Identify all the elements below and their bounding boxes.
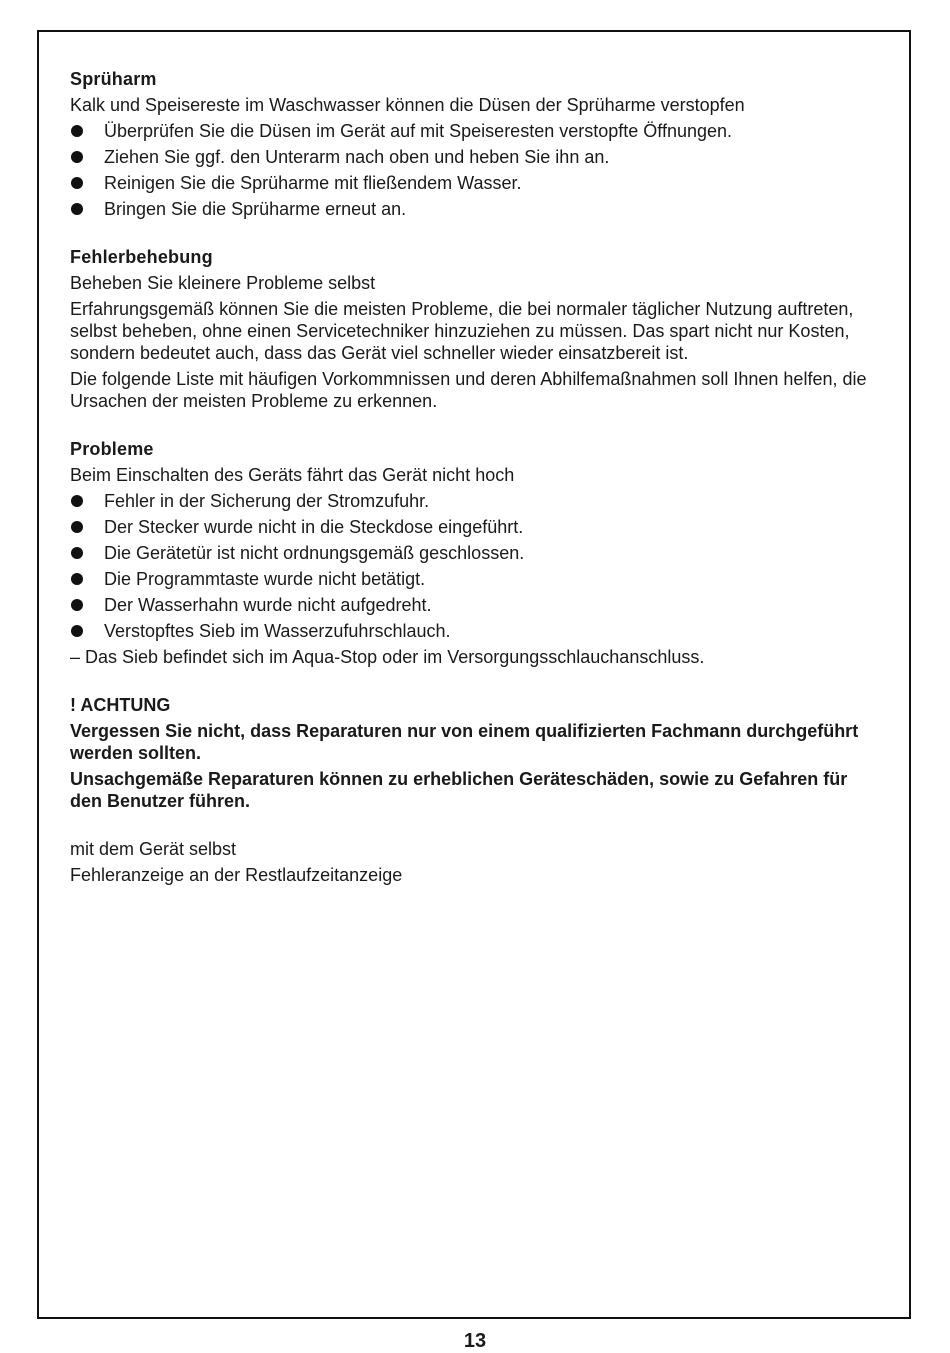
section-footer-lines xyxy=(70,838,880,886)
section-heading: Fehlerbehebung xyxy=(70,247,213,267)
list-item: Ziehen Sie ggf. den Unterarm nach oben und heben Sie ihn an. xyxy=(70,146,880,168)
warning-text: Vergessen Sie nicht, dass Reparaturen nur von einem qualifizierten Fachmann durchgeführt werden sollten. xyxy=(70,721,859,763)
list-item: Die Gerätetür ist nicht ordnungsgemäß geschlossen. xyxy=(70,542,880,564)
list-item: Der Stecker wurde nicht in die Steckdose eingeführt. xyxy=(70,516,880,538)
bullet-icon xyxy=(71,151,83,163)
section-subheading: Beheben Sie kleinere Probleme selbst xyxy=(70,273,376,293)
bullet-icon xyxy=(71,125,83,137)
bullet-icon xyxy=(71,547,83,559)
section-subheading: Beim Einschalten des Geräts fährt das Gerät nicht hoch xyxy=(70,465,515,485)
section-warning xyxy=(70,694,880,812)
section-problems xyxy=(70,438,880,668)
warning-title: ! ACHTUNG xyxy=(70,695,171,715)
section-heading: Sprüharm xyxy=(70,69,157,89)
footer-line: mit dem Gerät selbst xyxy=(70,839,237,859)
paragraph: Erfahrungsgemäß können Sie die meisten Probleme, die bei normaler täglicher Nutzung auftreten, selbst beheben, ohne einen Servicetechniker hinzuziehen zu müssen. Das spart nicht nur Kosten, sondern bedeutet auch, dass das Gerät viel schneller wieder einsatzbereit ist. xyxy=(70,299,854,363)
paragraph: Die folgende Liste mit häufigen Vorkommnissen und deren Abhilfemaßnahmen soll Ihnen helfen, die Ursachen der meisten Probleme zu erkennen. xyxy=(70,369,867,411)
list-item: Reinigen Sie die Sprüharme mit fließendem Wasser. xyxy=(70,172,880,194)
bullet-icon xyxy=(71,573,83,585)
bullet-icon xyxy=(71,599,83,611)
list-item: Überprüfen Sie die Düsen im Gerät auf mit Speiseresten verstopfte Öffnungen. xyxy=(70,120,880,142)
list-item: Bringen Sie die Sprüharme erneut an. xyxy=(70,198,880,220)
list-item: Der Wasserhahn wurde nicht aufgedreht. xyxy=(70,594,880,616)
problem-note: – Das Sieb befindet sich im Aqua-Stop oder im Versorgungsschlauchanschluss. xyxy=(70,647,705,667)
list-item: Fehler in der Sicherung der Stromzufuhr. xyxy=(70,490,880,512)
bullet-icon xyxy=(71,177,83,189)
bullet-list xyxy=(70,490,880,642)
bullet-list xyxy=(70,120,880,220)
page-number: 13 xyxy=(463,1330,487,1352)
bullet-icon xyxy=(71,521,83,533)
warning-text: Unsachgemäße Reparaturen können zu erheblichen Geräteschäden, sowie zu Gefahren für den Benutzer führen. xyxy=(70,769,848,811)
list-item: Verstopftes Sieb im Wasserzufuhrschlauch. xyxy=(70,620,880,642)
section-troubleshooting xyxy=(70,246,880,412)
bullet-icon xyxy=(71,203,83,215)
section-intro: Kalk und Speisereste im Waschwasser können die Düsen der Sprüharme verstopfen xyxy=(70,95,745,115)
footer-line: Fehleranzeige an der Restlaufzeitanzeige xyxy=(70,865,403,885)
section-spray-arm xyxy=(70,68,880,220)
page-content xyxy=(70,68,880,912)
bullet-icon xyxy=(71,495,83,507)
bullet-icon xyxy=(71,625,83,637)
section-heading: Probleme xyxy=(70,439,154,459)
list-item: Die Programmtaste wurde nicht betätigt. xyxy=(70,568,880,590)
